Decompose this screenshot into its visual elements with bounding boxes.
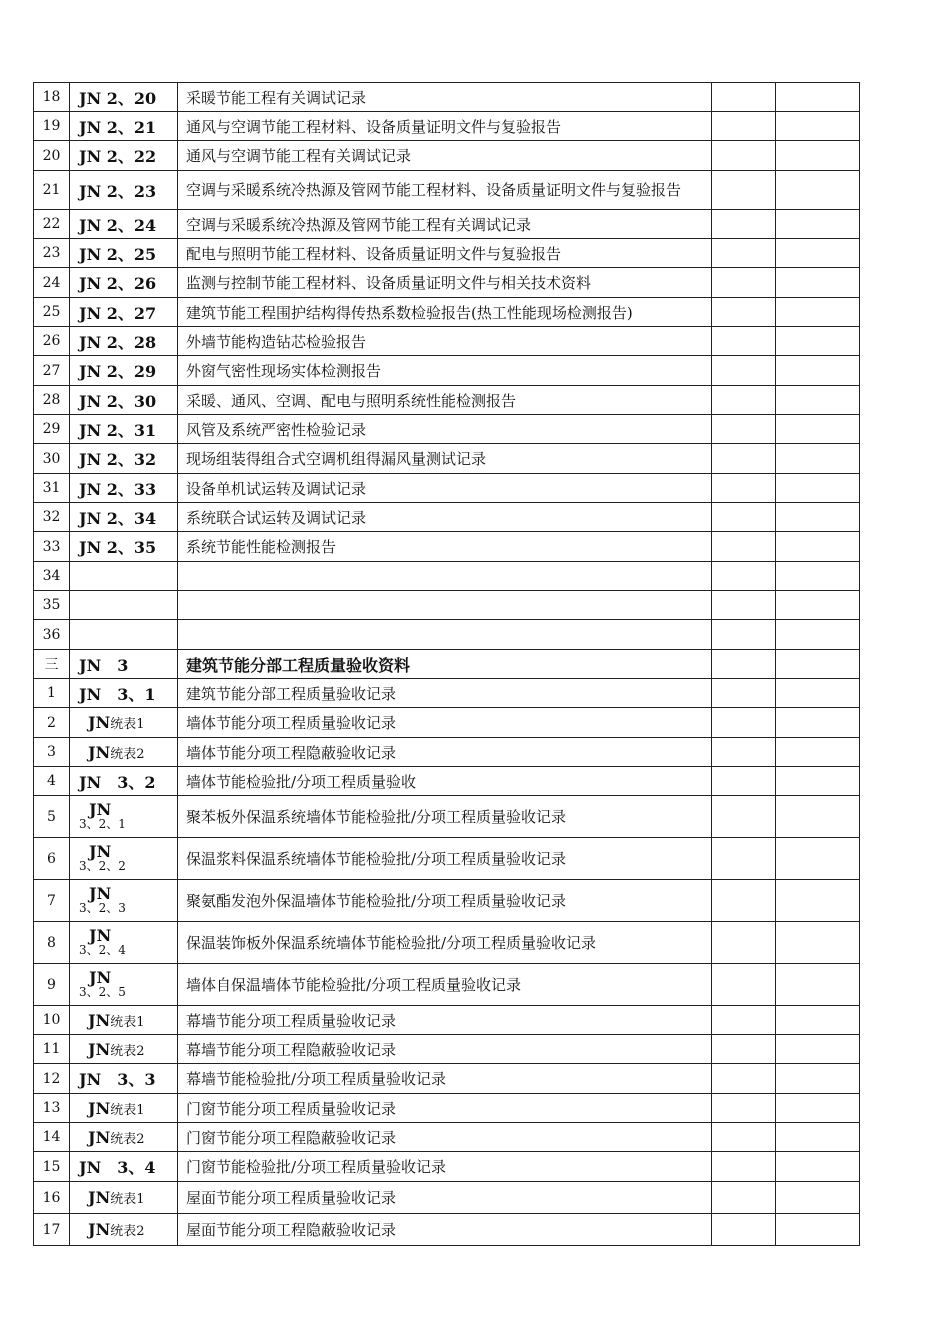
row-title: 建筑节能分部工程质量验收记录: [178, 679, 712, 708]
empty-cell: [776, 1035, 860, 1064]
empty-cell: [776, 141, 860, 171]
table-row: [34, 964, 860, 1006]
row-number: 19: [34, 112, 70, 141]
row-number: 22: [34, 210, 70, 239]
row-title: [178, 562, 712, 591]
empty-cell: [776, 1094, 860, 1123]
empty-cell: [712, 650, 776, 679]
empty-cell: [712, 708, 776, 738]
row-title: 外窗气密性现场实体检测报告: [178, 356, 712, 386]
row-code: [70, 880, 178, 922]
code-line-1: JN: [89, 799, 112, 819]
row-code: JN 2、33: [70, 474, 178, 503]
row-number: 23: [34, 239, 70, 268]
table-row: [34, 141, 860, 171]
empty-cell: [776, 1006, 860, 1035]
document-index-table: [33, 82, 860, 1246]
row-code: JN 3、1: [70, 679, 178, 708]
row-number: 20: [34, 141, 70, 171]
row-title: 墙体节能分项工程质量验收记录: [178, 708, 712, 738]
table-row: [34, 239, 860, 268]
table-row: [34, 386, 860, 415]
row-title: 采暖节能工程有关调试记录: [178, 83, 712, 112]
row-number: 34: [34, 562, 70, 591]
table-row: [34, 1214, 860, 1246]
row-title: 采暖、通风、空调、配电与照明系统性能检测报告: [178, 386, 712, 415]
row-code: JN 2、21: [70, 112, 178, 141]
row-code: JN 2、29: [70, 356, 178, 386]
row-code: JN 2、28: [70, 327, 178, 356]
table-row: [34, 796, 860, 838]
row-code: [70, 964, 178, 1006]
row-title: 门窗节能分项工程质量验收记录: [178, 1094, 712, 1123]
row-code: [70, 1006, 178, 1035]
code-prefix: JN: [88, 1010, 111, 1030]
empty-cell: [776, 356, 860, 386]
empty-cell: [776, 562, 860, 591]
row-number: 2: [34, 708, 70, 738]
empty-cell: [712, 1006, 776, 1035]
empty-cell: [712, 922, 776, 964]
row-number: 30: [34, 444, 70, 474]
table-row: [34, 708, 860, 738]
empty-cell: [712, 1182, 776, 1214]
table-row: [34, 503, 860, 532]
code-prefix: JN: [88, 1188, 111, 1207]
table-row: [34, 738, 860, 767]
row-number: 25: [34, 298, 70, 327]
section-header-row: [34, 650, 860, 679]
code-suffix: 统表2: [110, 1224, 145, 1239]
table-row: [34, 767, 860, 796]
empty-cell: [712, 562, 776, 591]
empty-cell: [712, 386, 776, 415]
row-number: 15: [34, 1152, 70, 1182]
empty-cell: [776, 1182, 860, 1214]
code-prefix: JN: [88, 1220, 111, 1239]
empty-cell: [776, 1123, 860, 1152]
empty-cell: [776, 767, 860, 796]
code-line-1: JN: [89, 967, 112, 987]
code-line-1: JN: [89, 841, 112, 861]
empty-cell: [712, 112, 776, 141]
row-code: [70, 1035, 178, 1064]
row-number: 10: [34, 1006, 70, 1035]
row-title: 门窗节能分项工程隐蔽验收记录: [178, 1123, 712, 1152]
code-prefix: JN: [88, 1127, 111, 1147]
row-number: 12: [34, 1064, 70, 1094]
empty-cell: [776, 171, 860, 210]
empty-cell: [712, 1152, 776, 1182]
row-number: 26: [34, 327, 70, 356]
row-number: 33: [34, 532, 70, 562]
row-number: 21: [34, 171, 70, 210]
empty-cell: [776, 738, 860, 767]
row-code: JN 2、20: [70, 83, 178, 112]
row-number: 13: [34, 1094, 70, 1123]
row-number: 4: [34, 767, 70, 796]
table-row: [34, 268, 860, 298]
empty-cell: [712, 532, 776, 562]
row-title: 建筑节能工程围护结构得传热系数检验报告(热工性能现场检测报告): [178, 298, 712, 327]
row-code: JN 2、25: [70, 239, 178, 268]
empty-cell: [776, 386, 860, 415]
row-title: 聚苯板外保温系统墙体节能检验批/分项工程质量验收记录: [178, 796, 712, 838]
empty-cell: [776, 503, 860, 532]
empty-cell: [712, 327, 776, 356]
empty-cell: [712, 444, 776, 474]
section-code: JN 3: [70, 650, 178, 679]
row-number: 9: [34, 964, 70, 1006]
row-code: JN 2、34: [70, 503, 178, 532]
table-row: [34, 210, 860, 239]
row-title: 设备单机试运转及调试记录: [178, 474, 712, 503]
empty-cell: [712, 239, 776, 268]
table-row: [34, 532, 860, 562]
row-title: 外墙节能构造钻芯检验报告: [178, 327, 712, 356]
row-number: 36: [34, 620, 70, 650]
row-code: [70, 1094, 178, 1123]
table-row: [34, 1064, 860, 1094]
row-number: 5: [34, 796, 70, 838]
table-row: [34, 1123, 860, 1152]
row-title: 墙体节能检验批/分项工程质量验收: [178, 767, 712, 796]
row-title: 聚氨酯发泡外保温墙体节能检验批/分项工程质量验收记录: [178, 880, 712, 922]
table-row: [34, 562, 860, 591]
empty-cell: [776, 708, 860, 738]
empty-cell: [776, 298, 860, 327]
row-title: 保温装饰板外保温系统墙体节能检验批/分项工程质量验收记录: [178, 922, 712, 964]
table-row: [34, 880, 860, 922]
code-line-2: 3、2、1: [79, 816, 126, 831]
row-number: 14: [34, 1123, 70, 1152]
empty-cell: [712, 964, 776, 1006]
empty-cell: [776, 415, 860, 444]
row-number: 31: [34, 474, 70, 503]
empty-cell: [776, 880, 860, 922]
row-number: 11: [34, 1035, 70, 1064]
empty-cell: [776, 1214, 860, 1246]
table-row: [34, 356, 860, 386]
row-number: 16: [34, 1182, 70, 1214]
code-suffix: 统表1: [110, 717, 145, 732]
empty-cell: [712, 679, 776, 708]
row-title: 空调与采暖系统冷热源及管网节能工程材料、设备质量证明文件与复验报告: [178, 171, 712, 210]
row-code: JN 2、23: [70, 171, 178, 210]
table-row: [34, 591, 860, 620]
row-number: 27: [34, 356, 70, 386]
row-code: JN 2、31: [70, 415, 178, 444]
row-code: JN 2、24: [70, 210, 178, 239]
empty-cell: [712, 1035, 776, 1064]
table-row: [34, 112, 860, 141]
row-code: [70, 562, 178, 591]
table-row: [34, 327, 860, 356]
code-line-2: 3、2、5: [79, 984, 126, 999]
row-code: [70, 738, 178, 767]
empty-cell: [776, 474, 860, 503]
table-row: [34, 1035, 860, 1064]
section-title: 建筑节能分部工程质量验收资料: [178, 650, 712, 679]
table-row: [34, 1182, 860, 1214]
section-number: 三: [34, 650, 70, 679]
row-title: 墙体节能分项工程隐蔽验收记录: [178, 738, 712, 767]
table-row: [34, 838, 860, 880]
row-code: JN 2、30: [70, 386, 178, 415]
empty-cell: [776, 83, 860, 112]
row-code: [70, 708, 178, 738]
empty-cell: [776, 650, 860, 679]
empty-cell: [712, 210, 776, 239]
table-row: [34, 1152, 860, 1182]
row-title: [178, 620, 712, 650]
table-row: [34, 83, 860, 112]
code-prefix: JN: [88, 1098, 111, 1118]
row-number: 6: [34, 838, 70, 880]
empty-cell: [776, 1152, 860, 1182]
row-code: [70, 620, 178, 650]
row-number: 7: [34, 880, 70, 922]
row-number: 35: [34, 591, 70, 620]
empty-cell: [712, 591, 776, 620]
row-number: 32: [34, 503, 70, 532]
code-line-1: JN: [89, 925, 112, 945]
empty-cell: [712, 268, 776, 298]
empty-cell: [712, 415, 776, 444]
empty-cell: [776, 239, 860, 268]
empty-cell: [776, 591, 860, 620]
empty-cell: [712, 171, 776, 210]
empty-cell: [776, 444, 860, 474]
row-code: JN 2、26: [70, 268, 178, 298]
row-code: [70, 1123, 178, 1152]
row-code: JN 2、22: [70, 141, 178, 171]
row-title: 系统节能性能检测报告: [178, 532, 712, 562]
empty-cell: [776, 796, 860, 838]
empty-cell: [712, 767, 776, 796]
code-suffix: 统表2: [110, 1043, 145, 1059]
empty-cell: [776, 268, 860, 298]
row-code: [70, 838, 178, 880]
code-line-1: JN: [89, 883, 112, 903]
table-row: [34, 1006, 860, 1035]
empty-cell: [712, 1214, 776, 1246]
row-title: 系统联合试运转及调试记录: [178, 503, 712, 532]
row-code: [70, 591, 178, 620]
empty-cell: [712, 1123, 776, 1152]
empty-cell: [712, 838, 776, 880]
row-number: 29: [34, 415, 70, 444]
empty-cell: [712, 503, 776, 532]
row-code: JN 3、3: [70, 1064, 178, 1094]
code-line-2: 3、2、2: [79, 858, 126, 873]
row-code: JN 2、27: [70, 298, 178, 327]
empty-cell: [776, 327, 860, 356]
empty-cell: [712, 356, 776, 386]
row-code: JN 3、4: [70, 1152, 178, 1182]
row-number: 1: [34, 679, 70, 708]
code-line-2: 3、2、4: [79, 942, 126, 957]
empty-cell: [776, 112, 860, 141]
empty-cell: [712, 1094, 776, 1123]
empty-cell: [712, 1064, 776, 1094]
row-title: 墙体自保温墙体节能检验批/分项工程质量验收记录: [178, 964, 712, 1006]
empty-cell: [776, 532, 860, 562]
empty-cell: [776, 964, 860, 1006]
row-title: 屋面节能分项工程质量验收记录: [178, 1182, 712, 1214]
row-title: 通风与空调节能工程材料、设备质量证明文件与复验报告: [178, 112, 712, 141]
empty-cell: [712, 880, 776, 922]
empty-cell: [712, 738, 776, 767]
empty-cell: [712, 620, 776, 650]
row-title: 空调与采暖系统冷热源及管网节能工程有关调试记录: [178, 210, 712, 239]
row-code: JN 2、35: [70, 532, 178, 562]
row-title: 现场组装得组合式空调机组得漏风量测试记录: [178, 444, 712, 474]
code-suffix: 统表1: [110, 1192, 145, 1207]
row-title: 幕墙节能分项工程质量验收记录: [178, 1006, 712, 1035]
empty-cell: [712, 141, 776, 171]
empty-cell: [712, 796, 776, 838]
empty-cell: [712, 83, 776, 112]
table-row: [34, 1094, 860, 1123]
code-suffix: 统表1: [110, 1102, 145, 1118]
row-number: 24: [34, 268, 70, 298]
empty-cell: [776, 679, 860, 708]
table-row: [34, 474, 860, 503]
empty-cell: [712, 298, 776, 327]
row-title: 保温浆料保温系统墙体节能检验批/分项工程质量验收记录: [178, 838, 712, 880]
row-code: [70, 796, 178, 838]
row-number: 18: [34, 83, 70, 112]
row-title: [178, 591, 712, 620]
empty-cell: [776, 620, 860, 650]
code-suffix: 统表2: [110, 746, 145, 762]
table-row: [34, 444, 860, 474]
empty-cell: [712, 474, 776, 503]
table-row: [34, 415, 860, 444]
code-suffix: 统表1: [110, 1014, 145, 1030]
row-title: 风管及系统严密性检验记录: [178, 415, 712, 444]
table-row: [34, 171, 860, 210]
empty-cell: [776, 922, 860, 964]
row-title: 幕墙节能检验批/分项工程质量验收记录: [178, 1064, 712, 1094]
row-code: [70, 922, 178, 964]
table-row: [34, 620, 860, 650]
row-title: 通风与空调节能工程有关调试记录: [178, 141, 712, 171]
code-prefix: JN: [88, 1039, 111, 1059]
code-prefix: JN: [88, 713, 111, 732]
code-line-2: 3、2、3: [79, 900, 126, 915]
row-number: 28: [34, 386, 70, 415]
table-row: [34, 679, 860, 708]
row-code: [70, 1182, 178, 1214]
table-row: [34, 298, 860, 327]
empty-cell: [776, 210, 860, 239]
row-title: 屋面节能分项工程隐蔽验收记录: [178, 1214, 712, 1246]
row-number: 3: [34, 738, 70, 767]
code-prefix: JN: [88, 742, 111, 762]
row-title: 配电与照明节能工程材料、设备质量证明文件与复验报告: [178, 239, 712, 268]
row-title: 幕墙节能分项工程隐蔽验收记录: [178, 1035, 712, 1064]
code-suffix: 统表2: [110, 1131, 145, 1147]
row-code: JN 3、2: [70, 767, 178, 796]
row-code: JN 2、32: [70, 444, 178, 474]
table-row: [34, 922, 860, 964]
row-title: 监测与控制节能工程材料、设备质量证明文件与相关技术资料: [178, 268, 712, 298]
row-number: 17: [34, 1214, 70, 1246]
empty-cell: [776, 1064, 860, 1094]
row-title: 门窗节能检验批/分项工程质量验收记录: [178, 1152, 712, 1182]
row-number: 8: [34, 922, 70, 964]
row-code: [70, 1214, 178, 1246]
empty-cell: [776, 838, 860, 880]
